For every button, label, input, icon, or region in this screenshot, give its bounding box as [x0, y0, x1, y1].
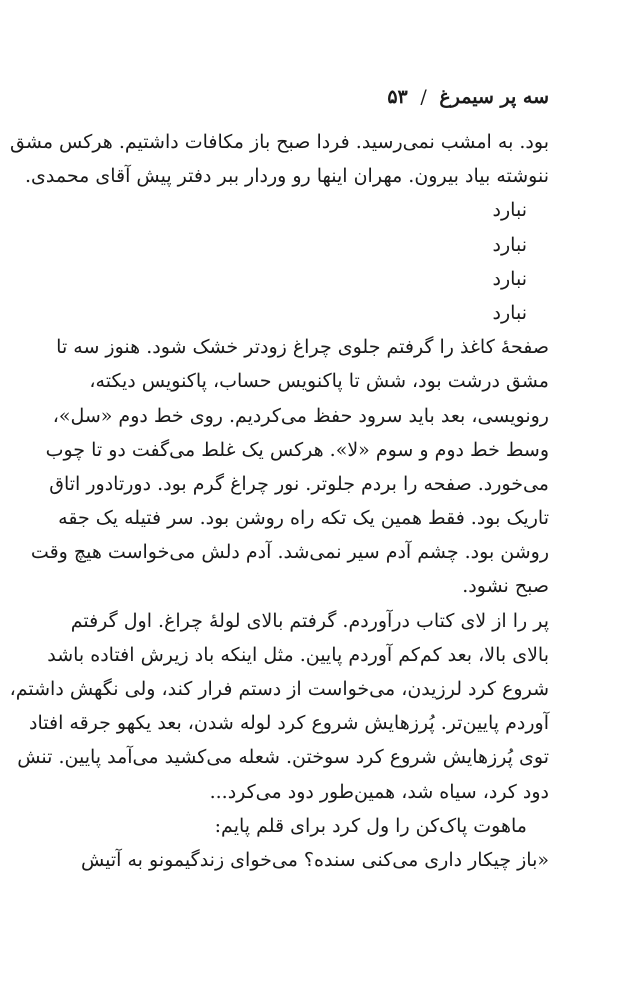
text-line: «باز چیکار داری می‌کنی سنده؟ می‌خوای زندگیمونو به آتیش	[80, 848, 549, 871]
text-line: ماهوت پاک‌کن را ول کرد برای قلم پایم:	[214, 814, 527, 837]
body-text	[9, 125, 549, 877]
header-separator: /	[420, 86, 427, 108]
verse-line: نبارد	[492, 301, 527, 324]
text-line: شروع کرد لرزیدن، می‌خواست از دستم فرار کند، ولی نگهش داشتم،	[9, 678, 549, 700]
text-line: بالای بالا، بعد کم‌کم آوردم پایین. مثل اینکه باد زیرش افتاده باشد	[47, 643, 549, 666]
text-line: وسط خط دوم و سوم «لا». هرکس یک غلط می‌گفت دو تا چوب	[45, 438, 549, 461]
text-line: بود. به امشب نمی‌رسید. فردا صبح باز مکافات داشتیم. هرکس مشق	[10, 131, 549, 153]
text-line: روشن بود. چشم آدم سیر نمی‌شد. آدم دلش می‌خواست هیچ وقت	[30, 541, 549, 564]
text-line: دود کرد، سیاه شد، همین‌طور دود می‌کرد...	[209, 780, 549, 803]
verse-line: نبارد	[492, 199, 527, 222]
book-title: سه پر سیمرغ	[439, 86, 549, 108]
text-line: پر را از لای کتاب درآوردم. گرفتم بالای لولهٔ چراغ. اول گرفتم	[70, 609, 549, 632]
verse-line: نبارد	[492, 267, 527, 290]
text-line: ننوشته بیاد بیرون. مهران اینها رو وردار ببر دفتر پیش آقای محمدی.	[24, 165, 549, 188]
page-number: ۵۳	[387, 86, 408, 108]
text-line: تاریک بود. فقط همین یک تکه راه روشن بود. سر فتیله یک جقه	[58, 507, 549, 530]
running-header	[387, 86, 549, 108]
text-line: صبح نشود.	[462, 575, 549, 598]
text-line: رونویسی، بعد باید سرود حفظ می‌کردیم. روی خط دوم «سل»،	[52, 404, 549, 427]
text-line: صفحهٔ کاغذ را گرفتم جلوی چراغ زودتر خشک شود. هنوز سه تا	[56, 336, 549, 359]
text-line: می‌خورد. صفحه را بردم جلوتر. نور چراغ گرم بود. دورتادور اتاق	[49, 472, 549, 495]
text-line: مشق درشت بود، شش تا پاکنویس حساب، پاکنویس دیکته،	[89, 370, 549, 393]
text-line: آوردم پایین‌تر. پُرزهایش شروع کرد لوله شدن، بعد یکهو جرقه افتاد	[29, 712, 549, 735]
verse-line: نبارد	[492, 233, 527, 256]
text-line: توی پُرزهایش شروع کرد سوختن. شعله می‌کشید می‌آمد پایین. تنش	[17, 746, 549, 769]
